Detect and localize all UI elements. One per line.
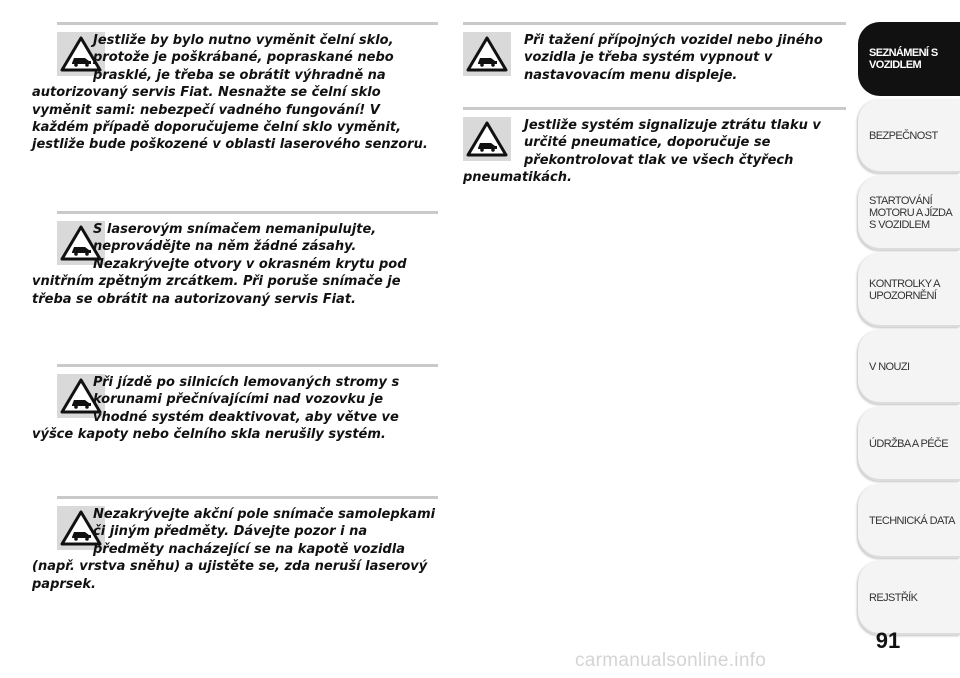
tab-label: V NOUZI: [869, 361, 910, 373]
watermark-footer: carmanualsonline.info: [575, 650, 767, 671]
tab-label: BEZPEČNOST: [869, 130, 938, 142]
divider: [463, 107, 846, 110]
divider: [57, 364, 438, 367]
tab-rejstrik[interactable]: [858, 561, 960, 635]
divider: [57, 496, 438, 499]
tab-label: KONTROLKY A UPOZORNĚNÍ: [869, 278, 940, 302]
warning-text: Při tažení přípojných vozidel nebo jiného vozidla je třeba systém vypnout v nastavovacím menu displeje.: [524, 33, 823, 83]
tab-label: TECHNICKÁ DATA: [869, 515, 955, 527]
divider: [57, 211, 438, 214]
chapter-tabs: [858, 22, 960, 638]
tab-label: STARTOVÁNÍ MOTORU A JÍZDA S VOZIDLEM: [869, 195, 952, 231]
warning-text: Nezakrývejte akční pole snímače samolepkami či jiným předměty. Dávejte pozor i na předměty nacházející se na kapotě vozidla (např. vrstva sněhu) a ujistěte se, zda neruší laserový paprsek.: [32, 507, 436, 592]
page-number: 91: [875, 628, 901, 653]
tab-kontrolky[interactable]: [858, 253, 960, 327]
tab-seznameni[interactable]: [858, 22, 960, 96]
tab-startovani[interactable]: [858, 176, 960, 250]
tab-technicka-data[interactable]: [858, 484, 960, 558]
divider: [57, 22, 438, 25]
warning-text: Jestliže systém signalizuje ztrátu tlaku v určité pneumatice, doporučuje se překontrolovat tlak ve všech čtyřech pneumatikách.: [463, 118, 821, 186]
tab-bezpecnost[interactable]: [858, 99, 960, 173]
tab-label: SEZNÁMENÍ S VOZIDLEM: [869, 47, 938, 71]
warning-text: Při jízdě po silnicích lemovaných stromy s korunami přečnívajícími nad vozovku je vhodné systém deaktivovat, aby větve ve výšce kapoty nebo čelního skla nerušily systém.: [32, 375, 400, 443]
tab-v-nouzi[interactable]: [858, 330, 960, 404]
tab-label: ÚDRŽBA A PÉČE: [869, 438, 949, 450]
tab-udrzba[interactable]: [858, 407, 960, 481]
tab-label: REJSTŘÍK: [869, 592, 918, 604]
warning-text: Jestliže by bylo nutno vyměnit čelní sklo, protože je poškrábané, popraskané nebo prasklé, je třeba se obrátit výhradně na autorizovaný servis Fiat. Nesnažte se čelní sklo vyměnit sami: nebezpečí vadného fungování! V každém případě doporučujeme čelní sklo vyměnit, jestliže bude poškozené v oblasti laserového senzoru.: [32, 33, 428, 153]
divider: [463, 22, 846, 25]
warning-text: S laserovým snímačem nemanipulujte, neprovádějte na něm žádné zásahy. Nezakrývejte otvory v okrasném krytu pod vnitřním zpětným zrcátkem. Při poruše snímače je třeba se obrátit na autorizovaný servis Fiat.: [32, 222, 407, 307]
